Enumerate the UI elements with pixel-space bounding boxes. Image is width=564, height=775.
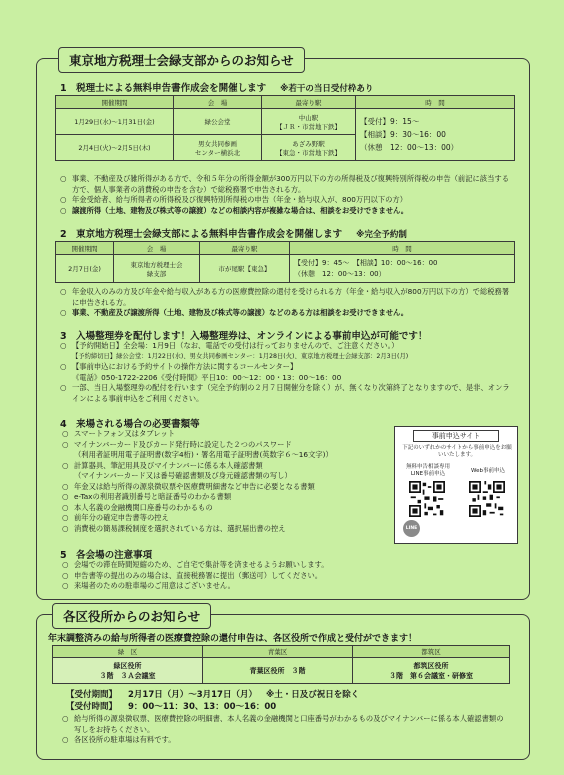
- ward-office-venue-table: [52, 645, 510, 684]
- s2-row-venue: 東京地方税理士会 緑支部: [114, 255, 200, 283]
- s2-time-line1: 【受付】9：45～ 【相談】10：00～16：00: [294, 258, 438, 267]
- s1-bullet-2: ○ 年金受給者、給与所得者の所得税及び復興特別所得税の申告（年金・給与収入が、800万円以下の方）: [60, 195, 512, 206]
- s4-item-3b: （マイナンバーカード又は番号確認書類及び身元確認書類の写し）: [74, 471, 292, 480]
- line-booking-qr-code[interactable]: [409, 481, 445, 517]
- tax-association-notice-title: 東京地方税理士会緑支部からのお知らせ: [58, 47, 305, 73]
- ward-aoba-venue: 青葉区役所 ３階: [203, 658, 353, 684]
- s3-line-callcenter: ○ 【事前申込における予約サイトの操作方法に関するコールセンター】: [60, 362, 516, 373]
- s1-row2-period: 2月4日(火)～2月5日(木): [56, 135, 174, 161]
- s2-bullet-2: ○ 事業、不動産及び譲渡所得（土地、建物及び株式等の譲渡）などのある方は相談をお受けできません。: [60, 308, 512, 319]
- s4-item-7: ○ 前年分の確定申告書等の控え: [62, 513, 392, 524]
- s4-item-3: ○ 計算器具、筆記用具及びマイナンバーに係る本人確認書類: [62, 461, 392, 472]
- reception-hours: [66, 700, 276, 712]
- reception-period-note: ※土・日及び祝日を除く: [265, 690, 360, 700]
- section1-schedule-table: [55, 95, 515, 161]
- s1-header-time: 時 間: [356, 96, 515, 109]
- s1-header-station: 最寄り駅: [262, 96, 356, 109]
- reception-hours-label: 【受付時間】: [66, 702, 118, 712]
- booking-site-desc: 下記のいずれかのサイトから事前申込をお願いいたします。: [402, 445, 512, 458]
- section2-schedule-table: [55, 241, 515, 283]
- line-app-icon: LINE: [403, 520, 420, 537]
- s2-row-period: 2月7日(金): [56, 255, 114, 283]
- s5-bullet-1: ○ 会場での滞在時間短縮のため、ご自宅で集計等を済ませるようお願いします。: [62, 560, 502, 571]
- section5-bullets: [62, 560, 502, 592]
- booking-site-title: 事前申込サイト: [413, 430, 499, 442]
- section2-heading: [60, 226, 407, 240]
- reception-period-value: 2月17日（月）～3月17日（月）: [127, 690, 257, 700]
- s2-header-time: 時 間: [290, 242, 515, 255]
- s2-row-station: 市が尾駅【東急】: [200, 255, 290, 283]
- s2-time-line2: （休憩 12：00～13：00）: [294, 269, 386, 278]
- section1-heading: [60, 80, 373, 94]
- reception-period-label: 【受付期間】: [66, 690, 118, 700]
- section1-note: ※若干の当日受付枠あり: [280, 84, 374, 94]
- s3-line-start: ○ 【予約開始日】全会場：1月9日（なお、電話での受付は行っておりませんので、ご注意ください。）: [60, 341, 516, 352]
- s1-time-cell: [356, 109, 515, 161]
- s2-time-cell: [290, 255, 515, 283]
- ward-header-aoba: 青葉区: [203, 646, 353, 658]
- ward-office-heading: 年末調整済みの給与所得者の医療費控除の還付申告は、各区役所で作成と受付ができます！: [48, 634, 418, 644]
- s2-header-venue: 会 場: [114, 242, 200, 255]
- s3-line-sameday: ○ 一部、当日入場整理券の配付を行います（完全予約制の２月７日開催分を除く）が、無くなり次第終了となりますので、是非、オンラインによる事前申込をご利用ください。: [60, 383, 516, 404]
- s1-row1-venue: 緑公会堂: [174, 109, 262, 135]
- s1-row2-venue: 男女共同参画 センター横浜北: [174, 135, 262, 161]
- ward-midori-venue: 緑区役所 ３階 ３Ａ会議室: [53, 658, 203, 684]
- ward-header-midori: 緑 区: [53, 646, 203, 658]
- s2-header-period: 開催期間: [56, 242, 114, 255]
- s4-item-2: ○ マイナンバーカード及びカード発行時に設定した２つのパスワード: [62, 440, 392, 451]
- section2-heading-text: 2 東京地方税理士会緑支部による無料申告書作成会を開催します: [60, 229, 343, 240]
- reception-hours-value: 9：00～11：30、13：00～16：00: [127, 702, 277, 712]
- s3-line-phone: 《電話》050-1722-2206《受付時間》平日10：00～12：00・13：00～16：00: [72, 372, 342, 382]
- section4-heading: 4 来場される場合の必要書類等: [60, 419, 200, 430]
- ward-office-bullets: [62, 714, 510, 746]
- s4-item-1: ○ スマートフォン又はタブレット: [62, 429, 392, 440]
- ward-header-tsuzuki: 都筑区: [353, 646, 510, 658]
- s4-item-5: ○ e-Taxの利用者識別番号と暗証番号のわかる書類: [62, 492, 392, 503]
- section2-note: ※完全予約制: [356, 230, 407, 240]
- section3-heading: 3 入場整理券を配付します！入場整理券は、オンラインによる事前申込が可能です！: [60, 331, 428, 342]
- section1-heading-text: 1 税理士による無料申告書作成会を開催します: [60, 83, 267, 94]
- s5-bullet-3: ○ 来場者のための駐車場のご用意はございません。: [62, 581, 502, 592]
- s2-bullet-1: ○ 年金収入のみの方及び年金や給与収入がある方の医療費控除の還付を受けられる方（年金・給与収入が800万円以下の方）で総税務署に申告される方。: [60, 287, 512, 308]
- s4-item-6: ○ 本人名義の金融機関口座番号のわかるもの: [62, 503, 392, 514]
- s1-row2-station: あざみ野駅 【東急・市営地下鉄】: [262, 135, 356, 161]
- s1-time-consult: 【相談】9：30～16：00: [360, 130, 446, 139]
- s1-header-period: 開催期間: [56, 96, 174, 109]
- s1-time-reception: 【受付】9：15～: [360, 117, 420, 126]
- s1-header-venue: 会 場: [174, 96, 262, 109]
- s3-line-deadline: 【予約締切日】緑公会堂：1月22日(水)、男女共同参画センター：1月28日(火)、東京地方税理士会緑支部：2月3日(月): [72, 352, 409, 360]
- ward-tsuzuki-venue: 都筑区役所 ３階 第６会議室・研修室: [353, 658, 510, 684]
- s4-item-8: ○ 消費税の簡易課税制度を選択されている方は、選択届出書の控え: [62, 524, 392, 535]
- s1-row1-station: 中山駅 【ＪＲ・市営地下鉄】: [262, 109, 356, 135]
- s5-bullet-2: ○ 申告書等の提出のみの場合は、直接税務署に提出（郵送可）してください。: [62, 571, 502, 582]
- line-booking-label: 無料申告相談専用 LINE事前申込: [405, 464, 450, 477]
- ward-bullet-1: ○ 給与所得の源泉徴収票、医療費控除の明細書、本人名義の金融機関と口座番号がわかるもの及びマイナンバーに係る本人確認書類の写しをお持ちください。: [62, 714, 510, 735]
- ward-bullet-2: ○ 各区役所の駐車場は有料です。: [62, 735, 510, 746]
- section1-bullets: [60, 174, 512, 216]
- s1-bullet-3: ○ 譲渡所得（土地、建物及び株式等の譲渡）などの相談内容が複雑な場合は、相談をお受けできません。: [60, 206, 512, 217]
- section4-items: [62, 429, 392, 534]
- s1-row1-period: 1月29日(水)～1月31日(金): [56, 109, 174, 135]
- booking-site-box: [394, 426, 518, 544]
- section2-bullets: [60, 287, 512, 319]
- s4-item-2b: （利用者証明用電子証明書(数字4桁)・署名用電子証明書(英数字６～16文字)）: [74, 450, 333, 459]
- s4-item-4: ○ 年金又は給与所得の源泉徴収票や医療費明細書など申告に必要となる書類: [62, 482, 392, 493]
- web-booking-label: Web事前申込: [471, 468, 505, 474]
- ward-office-notice-title: 各区役所からのお知らせ: [52, 603, 211, 629]
- s2-header-station: 最寄り駅: [200, 242, 290, 255]
- s1-bullet-1: ○ 事業、不動産及び雑所得がある方で、令和５年分の所得金額が300万円以下の方の所得税及び復興特別所得税の申告（前記に該当する方で、個人事業者の消費税の申告を含む）で総税務署で申告される方。: [60, 174, 512, 195]
- section3-lines: [60, 341, 516, 404]
- reception-period: [66, 688, 359, 700]
- section5-heading: 5 各会場の注意事項: [60, 550, 153, 561]
- web-booking-qr-code[interactable]: [469, 481, 505, 517]
- s1-time-break: （休憩 12：00～13：00）: [360, 143, 459, 152]
